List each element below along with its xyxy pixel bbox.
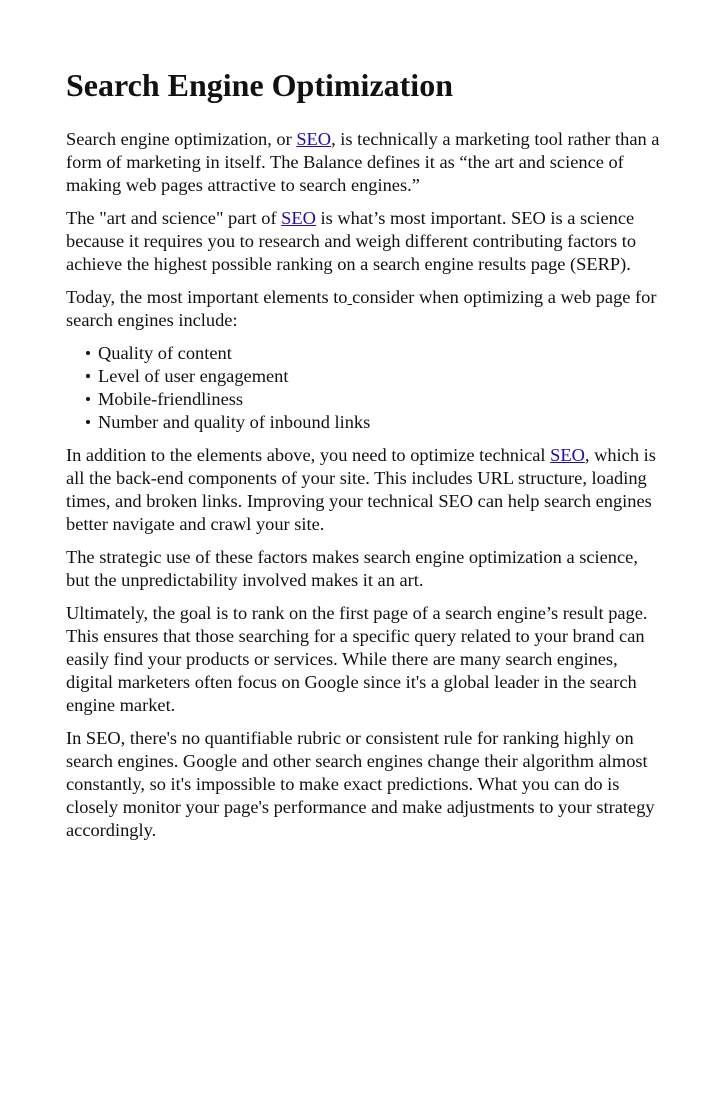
paragraph-text: consider when optimizing a web page for search engines include: bbox=[66, 287, 657, 330]
paragraph-text: In addition to the elements above, you need to optimize technical bbox=[66, 445, 551, 465]
bullet-icon bbox=[86, 397, 90, 401]
paragraph-intro bbox=[66, 128, 660, 197]
paragraph-art-science bbox=[66, 207, 660, 276]
list-item bbox=[66, 411, 660, 434]
list-item bbox=[66, 342, 660, 365]
paragraph-text: , is technically a marketing tool rather than a form of marketing in itself. The Balance defines it as “the art and science of making web pages attractive to search engines.” bbox=[66, 129, 660, 195]
seo-link[interactable]: SEO bbox=[296, 129, 332, 149]
seo-link[interactable]: SEO bbox=[281, 208, 316, 228]
paragraph-text: Today, the most important elements to bbox=[66, 287, 348, 307]
paragraph-text: is what’s most important. SEO is a science because it requires you to research and weigh different contributing factors to achieve the highest possible ranking on a search engine results page (SERP). bbox=[66, 208, 637, 274]
list-item bbox=[66, 388, 660, 411]
list-item-text: Mobile-friendliness bbox=[98, 389, 244, 409]
elements-list bbox=[66, 342, 660, 434]
bullet-icon bbox=[86, 351, 90, 355]
list-item-text: Level of user engagement bbox=[98, 366, 289, 386]
seo-link[interactable]: SEO bbox=[550, 445, 585, 465]
paragraph-technical-seo bbox=[66, 444, 660, 536]
list-item bbox=[66, 365, 660, 388]
page-title: Search Engine Optimization bbox=[66, 67, 453, 103]
list-item-text: Number and quality of inbound links bbox=[98, 412, 371, 432]
paragraph-text: , which is all the back-end components of your site. This includes URL structure, loading times, and broken links. Improving your technical SEO can help search engines better navigate and crawl your site. bbox=[66, 445, 656, 534]
list-item-text: Quality of content bbox=[98, 343, 232, 363]
paragraph-text: The "art and science" part of bbox=[66, 208, 282, 228]
bullet-icon bbox=[86, 420, 90, 424]
bullet-icon bbox=[86, 374, 90, 378]
paragraph-goal: Ultimately, the goal is to rank on the first page of a search engine’s result page. This ensures that those searching for a specific query related to your brand can easily find your products or services. While there are many search engines, digital marketers often focus on Google since it's a global leader in the search engine market. bbox=[66, 603, 648, 715]
paragraph-no-rubric: In SEO, there's no quantifiable rubric or consistent rule for ranking highly on search engines. Google and other search engines change their algorithm almost constantly, so it's impossible to make exact predictions. What you can do is closely monitor your page's performance and make adjustments to your strategy accordingly. bbox=[66, 728, 655, 840]
paragraph-strategic-use: The strategic use of these factors makes search engine optimization a science, but the unpredictability involved makes it an art. bbox=[66, 547, 638, 590]
paragraph-text: Search engine optimization, or bbox=[66, 129, 297, 149]
paragraph-elements-intro bbox=[66, 286, 660, 332]
